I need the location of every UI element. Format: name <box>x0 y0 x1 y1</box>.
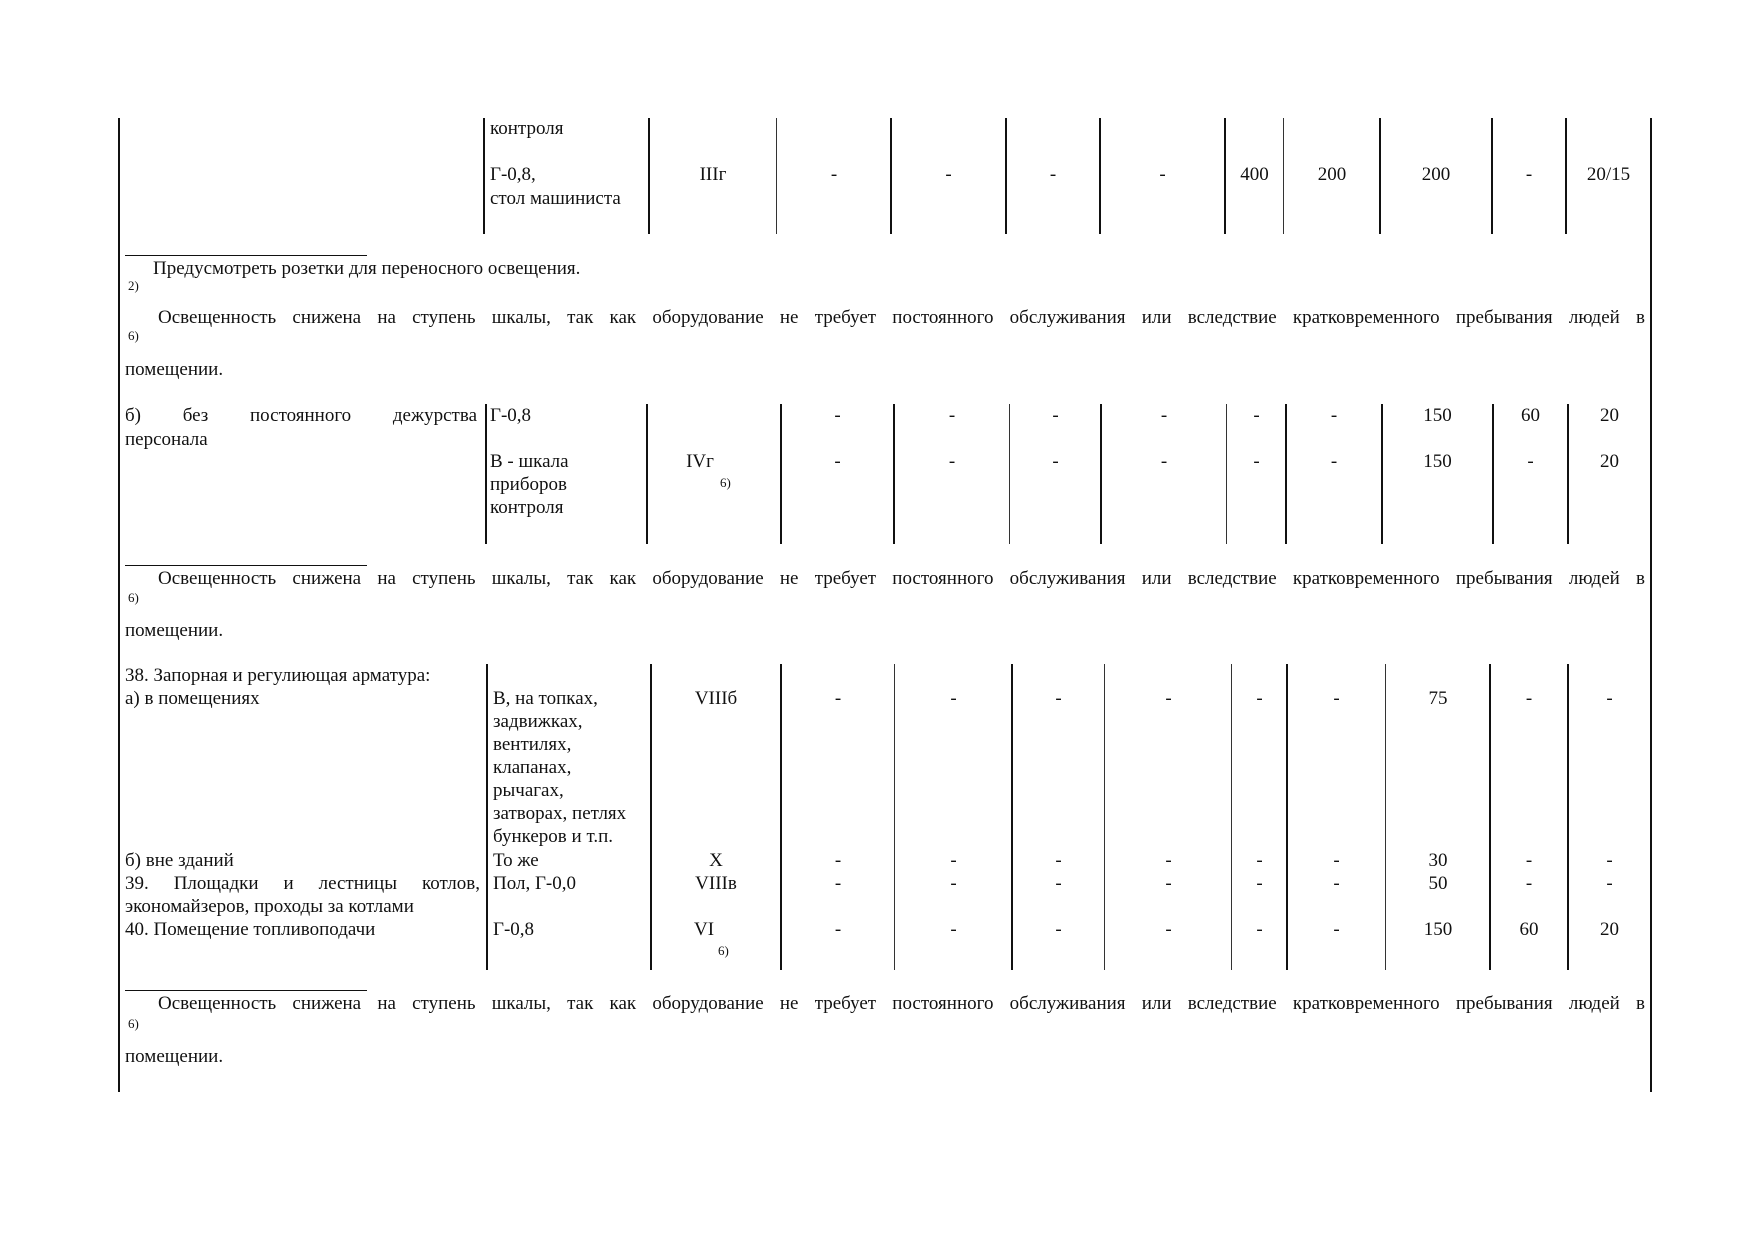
value-cell: 50 <box>1428 873 1448 894</box>
value-cell: - <box>1256 688 1263 709</box>
value-cell: - <box>834 919 842 940</box>
row-name-cell: б) без постоянного дежурства <box>125 405 477 426</box>
category-cell: VI <box>693 919 715 940</box>
value-cell: - <box>1330 405 1338 426</box>
value-cell: - <box>950 688 957 709</box>
footnote-text: Освещенность снижена на ступень шкалы, так как оборудование не требует постоянного обслуживания или вследствие кратковременного пребывания людей в <box>158 993 1645 1014</box>
value-cell: 150 <box>1423 919 1453 940</box>
value-cell: - <box>950 873 957 894</box>
category-cell: X <box>709 850 723 871</box>
value-cell: - <box>1525 688 1533 709</box>
value-cell: - <box>1333 919 1340 940</box>
surface-cell: То же <box>493 850 539 871</box>
value-cell: - <box>1052 451 1059 472</box>
footnote-text: помещении. <box>125 620 224 641</box>
value-cell: - <box>1256 919 1263 940</box>
footnote-mark: 6) <box>128 328 139 343</box>
surface-cell: бункеров и т.п. <box>493 826 613 847</box>
surface-cell: Г-0,8 <box>490 405 532 426</box>
category-cell: VIIIв <box>695 873 737 894</box>
footnote-separator <box>125 565 367 566</box>
value-cell: - <box>1055 919 1062 940</box>
footnote-text: помещении. <box>125 1046 224 1067</box>
value-cell: - <box>834 451 841 472</box>
row-name-cell: 40. Помещение топливоподачи <box>125 919 376 940</box>
value-cell: - <box>1606 688 1613 709</box>
value-cell: - <box>1606 850 1613 871</box>
footnote-separator <box>125 255 367 256</box>
col-divider <box>485 404 487 544</box>
value-cell: - <box>1160 451 1168 472</box>
row-name-cell: а) в помещениях <box>125 688 260 709</box>
col-divider <box>1104 664 1105 970</box>
value-cell: - <box>1333 850 1340 871</box>
col-divider <box>1385 664 1386 970</box>
value-cell: 20/15 <box>1586 164 1631 185</box>
outer-right-border <box>1650 118 1652 1092</box>
category-footnote-mark: 6) <box>720 475 731 490</box>
value-cell: - <box>1606 873 1613 894</box>
col-divider <box>483 118 485 234</box>
col-divider <box>646 404 648 544</box>
value-cell: 20 <box>1600 451 1619 472</box>
surface-cell: приборов <box>490 474 567 495</box>
value-cell: - <box>1052 405 1059 426</box>
category-footnote-mark: 6) <box>718 943 729 958</box>
value-cell: - <box>945 164 952 185</box>
value-cell: - <box>1333 873 1340 894</box>
value-cell: - <box>1165 919 1172 940</box>
surface-cell: стол машиниста <box>490 188 621 209</box>
footnote-text: Освещенность снижена на ступень шкалы, так как оборудование не требует постоянного обслуживания или вследствие кратковременного пребывания людей в <box>158 307 1645 328</box>
value-cell: - <box>1165 850 1172 871</box>
value-cell: 75 <box>1428 688 1448 709</box>
surface-cell: задвижках, <box>493 711 583 732</box>
value-cell: - <box>834 405 841 426</box>
surface-cell: контроля <box>490 497 564 518</box>
value-cell: 60 <box>1519 919 1539 940</box>
surface-cell: В - шкала <box>490 451 569 472</box>
value-cell: - <box>830 164 838 185</box>
col-divider <box>776 118 777 234</box>
value-cell: - <box>1525 164 1533 185</box>
footnote-text: помещении. <box>125 359 224 380</box>
value-cell: 20 <box>1600 919 1619 940</box>
value-cell: - <box>1256 850 1263 871</box>
value-cell: 30 <box>1428 850 1448 871</box>
value-cell: - <box>1160 405 1168 426</box>
surface-cell: контроля <box>490 118 564 139</box>
value-cell: 20 <box>1600 405 1619 426</box>
value-cell: 400 <box>1240 164 1269 185</box>
surface-cell: Г-0,8 <box>493 919 535 940</box>
value-cell: - <box>950 919 957 940</box>
value-cell: - <box>1333 688 1340 709</box>
footnote-text: Освещенность снижена на ступень шкалы, так как оборудование не требует постоянного обслуживания или вследствие кратковременного пребывания людей в <box>158 568 1645 589</box>
row-name-cell: экономайзеров, проходы за котлами <box>125 896 414 917</box>
surface-cell: В, на топках, <box>493 688 598 709</box>
footnote-mark: 6) <box>128 1016 139 1031</box>
value-cell: - <box>1527 451 1534 472</box>
footnote-mark: 6) <box>128 590 139 605</box>
value-cell: - <box>948 405 956 426</box>
value-cell: 150 <box>1423 451 1452 472</box>
section-title: 38. Запорная и регулиющая арматура: <box>125 665 431 686</box>
value-cell: 200 <box>1317 164 1347 185</box>
value-cell: - <box>834 873 842 894</box>
footnote-mark: 2) <box>128 278 139 293</box>
value-cell: - <box>1049 164 1057 185</box>
value-cell: - <box>1055 688 1062 709</box>
row-name-cell: 39. Площадки и лестницы котлов, <box>125 873 480 894</box>
col-divider <box>1226 404 1227 544</box>
value-cell: - <box>1055 850 1062 871</box>
surface-cell: рычагах, <box>493 780 564 801</box>
surface-cell: Г-0,8, <box>490 164 536 185</box>
value-cell: 150 <box>1423 405 1452 426</box>
outer-left-border <box>118 118 120 1092</box>
footnote-text: Предусмотреть розетки для переносного освещения. <box>153 258 581 279</box>
surface-cell: вентилях, <box>493 734 572 755</box>
col-divider <box>1231 664 1232 970</box>
value-cell: - <box>1525 850 1533 871</box>
surface-cell: Пол, Г-0,0 <box>493 873 577 894</box>
value-cell: - <box>1253 451 1260 472</box>
value-cell: - <box>834 850 842 871</box>
col-divider <box>1009 404 1010 544</box>
category-cell: IIIг <box>699 164 727 185</box>
category-cell: VIIIб <box>694 688 738 709</box>
value-cell: - <box>1256 873 1263 894</box>
col-divider <box>894 664 895 970</box>
value-cell: - <box>1055 873 1062 894</box>
surface-cell: затворах, петлях <box>493 803 627 824</box>
value-cell: - <box>950 850 957 871</box>
footnote-separator <box>125 990 367 991</box>
col-divider <box>486 664 488 970</box>
value-cell: - <box>1330 451 1338 472</box>
surface-cell: клапанах, <box>493 757 572 778</box>
row-name-cell: персонала <box>125 429 208 450</box>
value-cell: - <box>948 451 956 472</box>
value-cell: 200 <box>1421 164 1451 185</box>
value-cell: - <box>1165 688 1172 709</box>
value-cell: 60 <box>1521 405 1540 426</box>
value-cell: - <box>1159 164 1166 185</box>
value-cell: - <box>1165 873 1172 894</box>
category-cell: IVг <box>686 451 714 472</box>
row-name-cell: б) вне зданий <box>125 850 234 871</box>
value-cell: - <box>834 688 842 709</box>
value-cell: - <box>1253 405 1260 426</box>
value-cell: - <box>1525 873 1533 894</box>
col-divider <box>1283 118 1284 234</box>
